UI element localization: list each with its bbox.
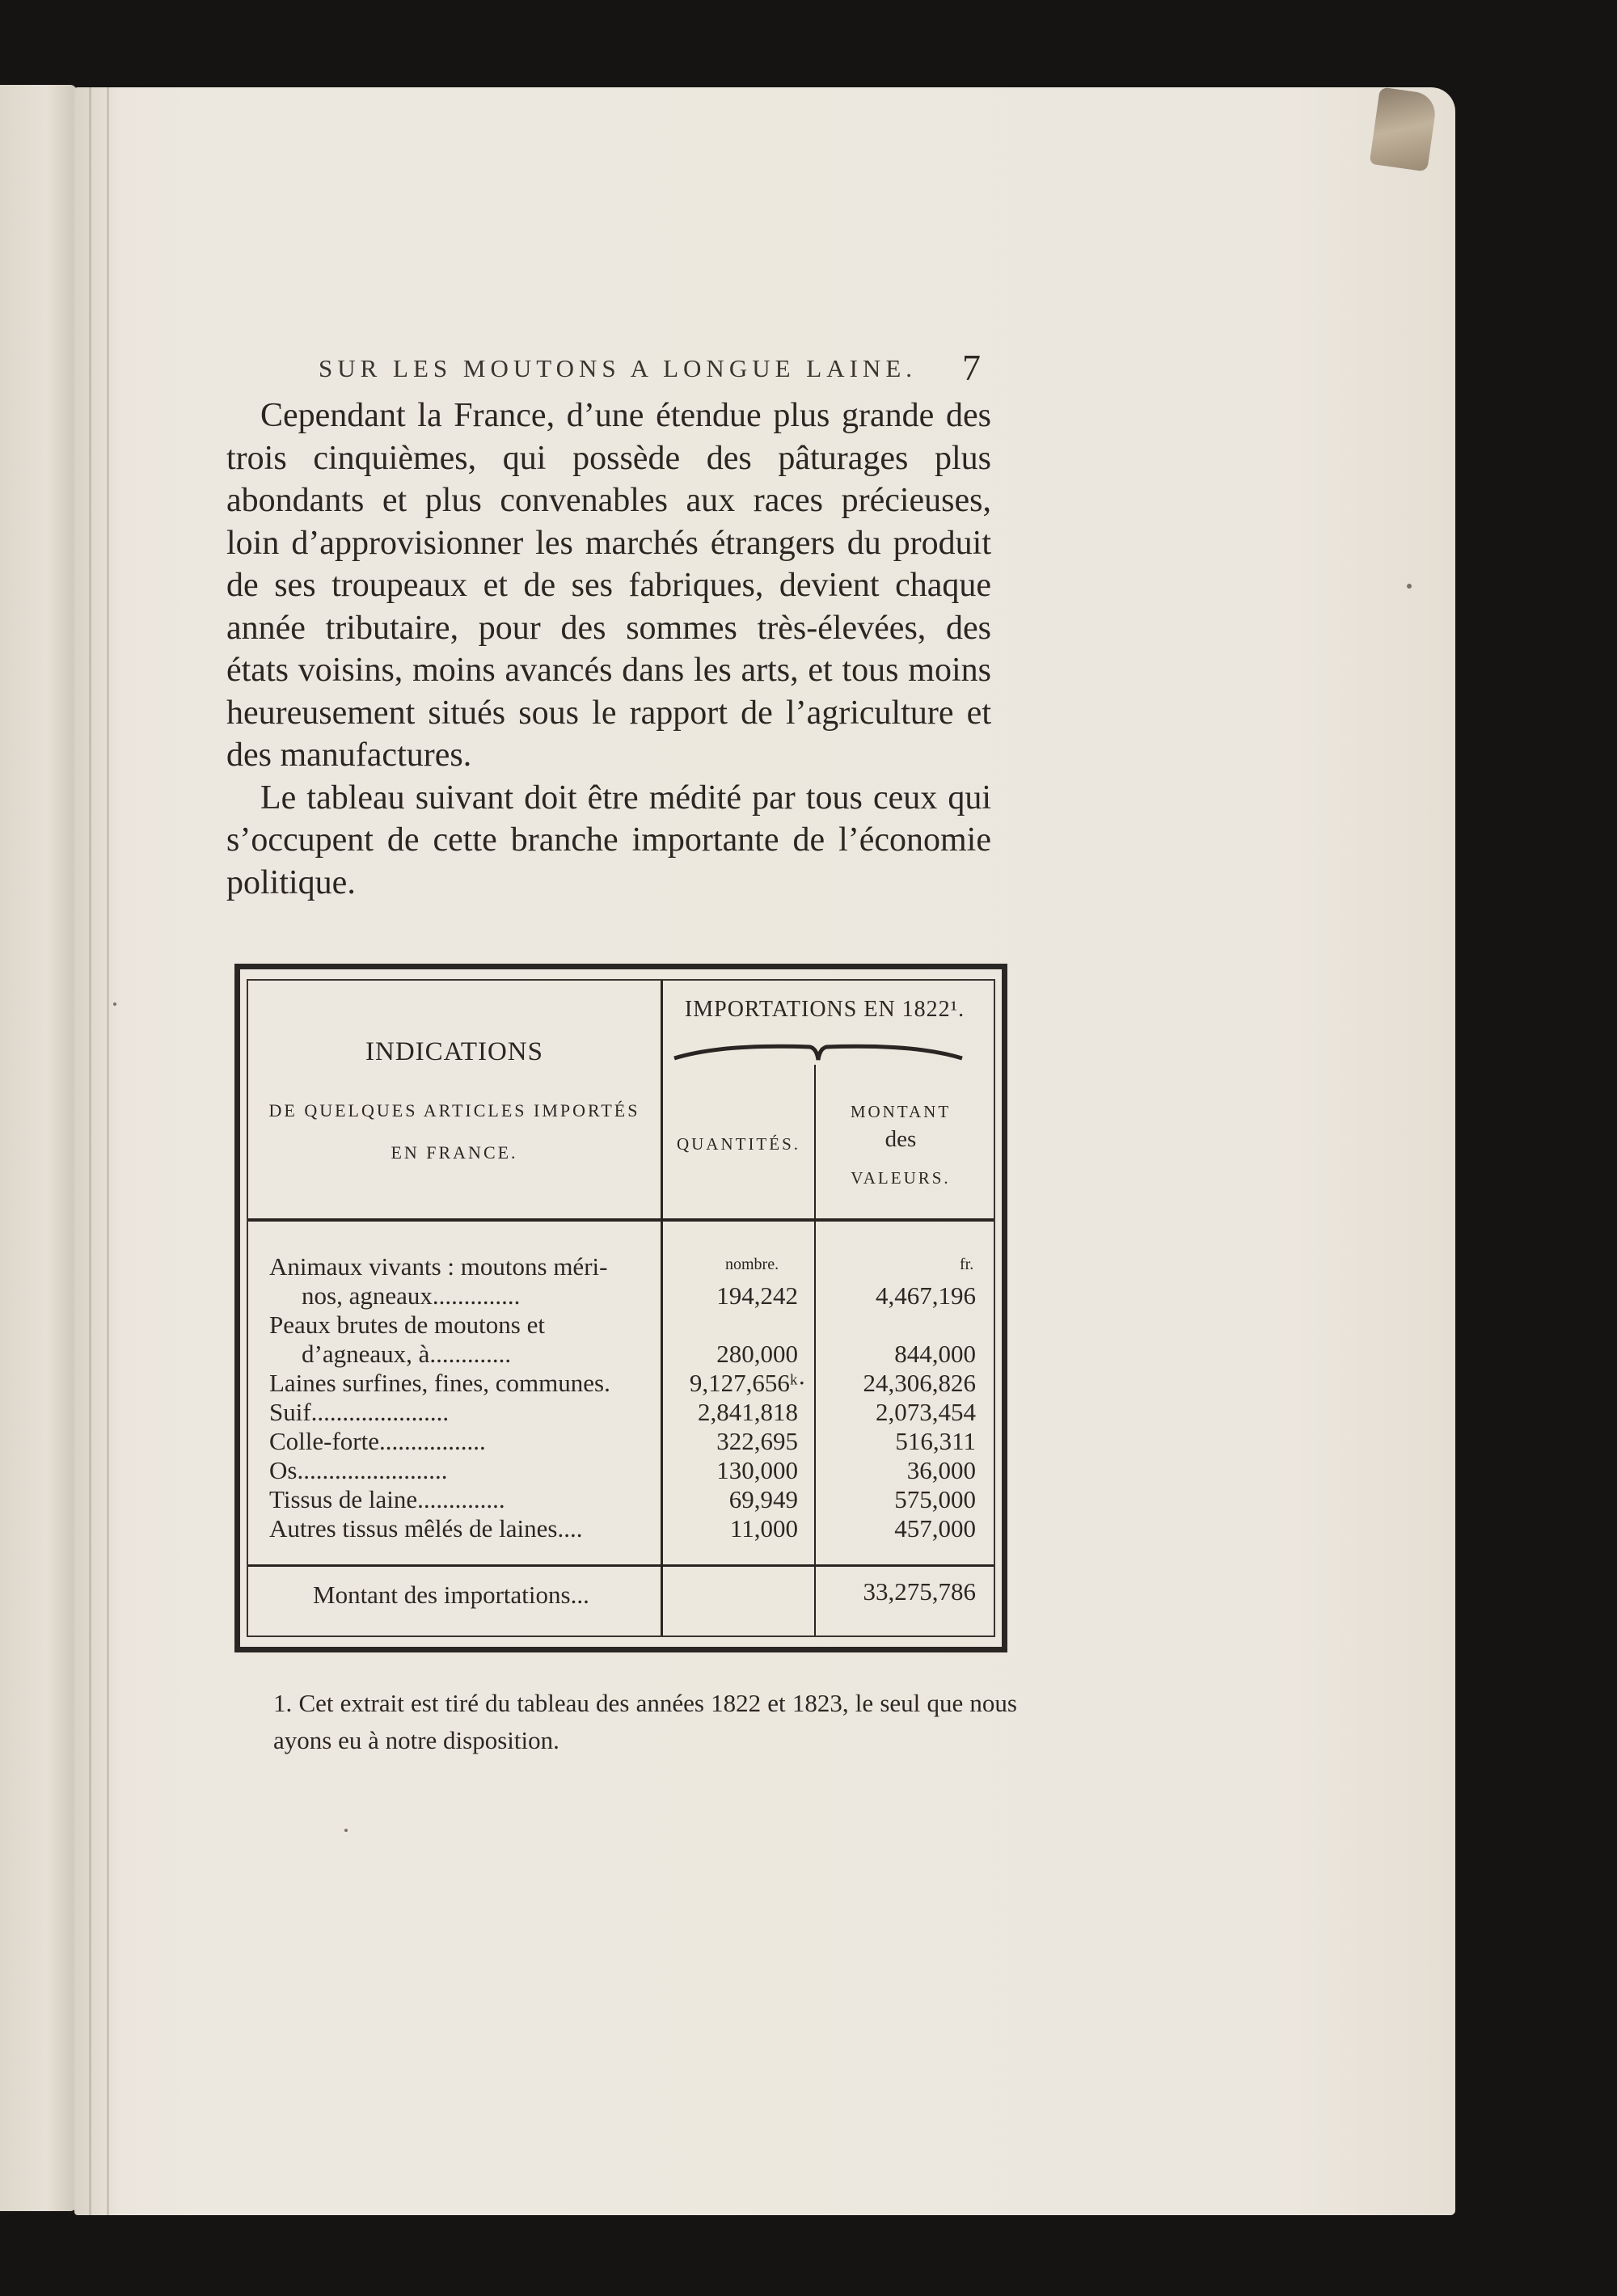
column-divider <box>661 981 663 1635</box>
row-label: Tissus de laine.............. <box>269 1485 505 1513</box>
row-label: nos, agneaux.............. <box>302 1281 521 1310</box>
row-value: 457,000 <box>894 1514 976 1543</box>
body-text <box>226 395 991 904</box>
header-montant-des: des <box>884 1126 917 1152</box>
row-label: Autres tissus mêlés de laines.... <box>269 1514 583 1543</box>
brace-ornament <box>673 1039 964 1063</box>
paragraph: Le tableau suivant doit être médité par tous ceux qui s’occupent de cette branche importante de l’économie politique. <box>226 779 991 901</box>
gutter-line <box>107 87 109 2215</box>
total-rule <box>248 1564 994 1567</box>
total-label: Montant des importations... <box>313 1581 589 1609</box>
header-indications-sub: EN FRANCE. <box>391 1142 518 1163</box>
paragraph: Cependant la France, d’une étendue plus grande des trois cinquièmes, qui possède des pâturages plus abondants et plus convenables aux races précieuses, loin d’approvisionner les marchés étrangers du produit de ses troupeaux et de ses fabriques, devient chaque année tributaire, pour des sommes très-élevées, des états voisins, moins avancés dans les arts, et tous moins heureusement situés sous le rapport de l’agriculture et des manufactures. <box>226 397 991 774</box>
total-value: 33,275,786 <box>863 1577 976 1606</box>
unit-value: fr. <box>960 1256 974 1273</box>
row-quantity: 322,695 <box>716 1427 798 1455</box>
paper-speck <box>113 1002 116 1006</box>
row-quantity: 11,000 <box>729 1514 798 1543</box>
row-value: 24,306,826 <box>863 1369 976 1397</box>
header-valeurs: VALEURS. <box>851 1168 951 1188</box>
row-quantity: 280,000 <box>716 1340 798 1368</box>
row-value: 36,000 <box>906 1456 976 1484</box>
header-indications-sub: DE QUELQUES ARTICLES IMPORTÉS <box>268 1100 640 1121</box>
imports-table <box>234 964 1007 1652</box>
unit-quantity: nombre. <box>725 1256 779 1273</box>
row-quantity: 69,949 <box>728 1485 798 1513</box>
page-number: 7 <box>962 347 981 388</box>
row-value: 575,000 <box>894 1485 976 1513</box>
header-importations: IMPORTATIONS EN 1822¹. <box>684 997 965 1022</box>
header-rule <box>248 1218 994 1222</box>
row-label: Animaux vivants : moutons méri- <box>269 1252 608 1281</box>
paper-speck <box>344 1829 348 1832</box>
table-inner-border <box>247 979 995 1637</box>
row-value: 844,000 <box>894 1340 976 1368</box>
row-quantity: 194,242 <box>716 1281 798 1310</box>
row-quantity: 130,000 <box>716 1456 798 1484</box>
row-quantity: 9,127,656ᵏ· <box>689 1369 806 1397</box>
footnote-text: 1. Cet extrait est tiré du tableau des années 1822 et 1823, le seul que nous ayons eu à notre disposition. <box>273 1689 1017 1754</box>
header-indications: INDICATIONS <box>365 1037 543 1066</box>
row-label: Suif...................... <box>269 1398 450 1426</box>
footnote <box>273 1685 1017 1759</box>
row-value: 4,467,196 <box>876 1281 976 1310</box>
header-quantites: QUANTITÉS. <box>676 1134 801 1154</box>
left-page-edge <box>0 85 77 2211</box>
row-label: Laines surfines, fines, communes. <box>269 1369 610 1397</box>
row-label: Colle-forte................. <box>269 1427 486 1455</box>
row-value: 2,073,454 <box>876 1398 976 1426</box>
header-montant: MONTANT <box>850 1102 952 1121</box>
paper-speck <box>1407 584 1412 589</box>
page-corner <box>1370 87 1438 171</box>
row-value: 516,311 <box>895 1427 976 1455</box>
gutter-line <box>89 87 91 2215</box>
row-quantity: 2,841,818 <box>698 1398 798 1426</box>
row-label: d’agneaux, à............. <box>302 1340 512 1368</box>
row-label: Os........................ <box>269 1456 448 1484</box>
running-head: SUR LES MOUTONS A LONGUE LAINE. <box>319 354 918 382</box>
row-label: Peaux brutes de moutons et <box>269 1310 545 1339</box>
